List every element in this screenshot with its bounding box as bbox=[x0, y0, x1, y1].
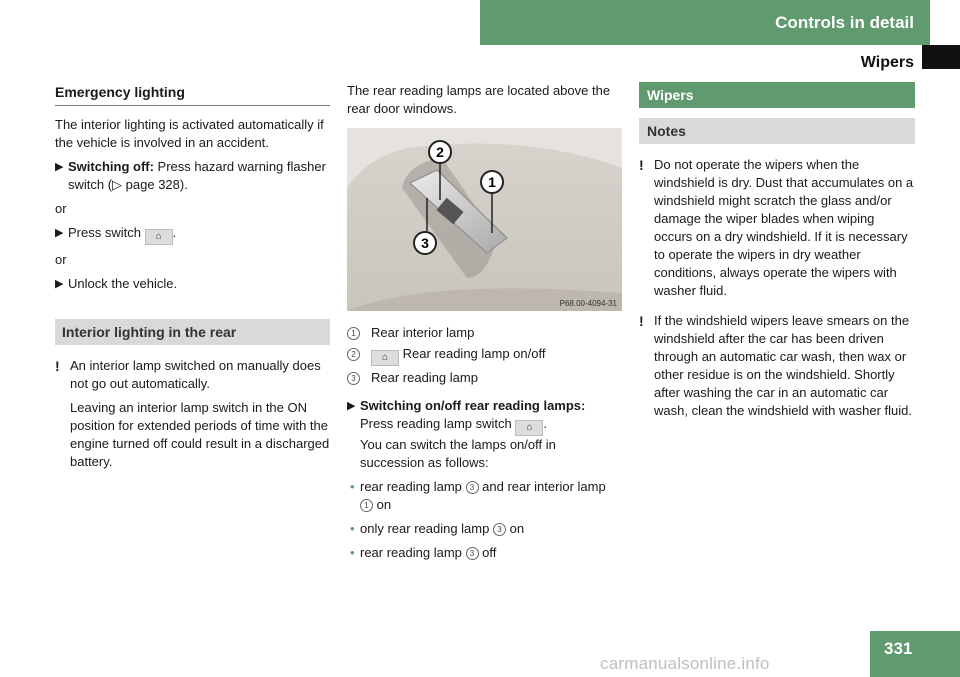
step-label: Switching off: bbox=[68, 159, 154, 174]
notes-heading: Notes bbox=[639, 118, 915, 144]
bullet-text: and rear interior lamp bbox=[482, 479, 606, 494]
callout-number: 2 bbox=[347, 348, 360, 361]
step-text: Press reading lamp switch bbox=[360, 416, 512, 431]
page-number: 331 bbox=[884, 639, 913, 658]
emergency-intro: The interior lighting is activated automatically if the vehicle is involved in an accident. bbox=[55, 117, 324, 150]
bullet-text: off bbox=[482, 545, 497, 560]
section-title: Controls in detail bbox=[775, 13, 914, 32]
list-item bbox=[347, 520, 622, 538]
note-paragraph: An interior lamp switched on manually does not go out automatically. bbox=[70, 358, 321, 391]
arrow-icon: ▶ bbox=[347, 400, 356, 412]
bullet-text: rear reading lamp bbox=[360, 479, 462, 494]
legend-text: Rear reading lamp bbox=[371, 370, 478, 385]
photo-code: P68.00-4094-31 bbox=[559, 299, 617, 308]
list-item bbox=[347, 544, 622, 562]
bullet-text: on bbox=[509, 521, 525, 536]
page-number-box bbox=[870, 631, 960, 677]
warning-icon: ! bbox=[55, 358, 60, 374]
arrow-icon: ▶ bbox=[55, 161, 64, 173]
warning-note bbox=[55, 357, 330, 471]
bullet-icon: • bbox=[350, 521, 355, 536]
or-text: or bbox=[55, 252, 67, 267]
step-text: Press hazard warning flasher switch (▷ page 328). bbox=[68, 159, 326, 192]
step-label: Switching on/off rear reading lamps: bbox=[360, 398, 586, 413]
reading-lamp-icon: ⌂ bbox=[515, 420, 543, 436]
callout-number: 1 bbox=[347, 327, 360, 340]
wipers-heading: Wipers bbox=[639, 82, 915, 108]
watermark: carmanualsonline.info bbox=[600, 654, 770, 673]
callout-number: 3 bbox=[466, 547, 479, 560]
step-text: Press switch bbox=[68, 225, 141, 240]
arrow-icon: ▶ bbox=[55, 227, 64, 239]
column-middle bbox=[347, 82, 622, 568]
svg-text:2: 2 bbox=[436, 144, 444, 160]
arrow-icon: ▶ bbox=[55, 278, 64, 290]
lamp-switch-icon: ⌂ bbox=[145, 229, 173, 245]
emergency-lighting-heading: Emergency lighting bbox=[55, 82, 330, 106]
callout-number: 3 bbox=[347, 372, 360, 385]
rear-lamp-photo bbox=[347, 128, 622, 311]
column-right bbox=[639, 82, 915, 426]
reading-lamp-icon: ⌂ bbox=[371, 350, 399, 366]
bullet-text: rear reading lamp bbox=[360, 545, 462, 560]
callout-number: 3 bbox=[493, 523, 506, 536]
callout-number: 3 bbox=[466, 481, 479, 494]
subsection-title: Wipers bbox=[860, 54, 914, 71]
column-left bbox=[55, 82, 330, 477]
note-text: If the windshield wipers leave smears on the windshield after the car has been driven through an automatic car wash, then wax or other residue is on the windshield. Shortly after washing the car in an automatic car wash, clean the windshield with washer fluid. bbox=[654, 313, 912, 418]
step-reading-lamps: ▶ Switching on/off rear reading lamps: Press reading lamp switch ⌂ . You can switch the lamps on/off in succession as follows: bbox=[347, 398, 586, 470]
step-switch-off bbox=[55, 158, 330, 194]
list-item bbox=[347, 478, 622, 514]
rear-lamps-intro: The rear reading lamps are located above the rear door windows. bbox=[347, 83, 611, 116]
warning-icon: ! bbox=[639, 157, 644, 173]
step-unlock bbox=[55, 275, 330, 293]
rear-lighting-heading: Interior lighting in the rear bbox=[55, 319, 330, 345]
warning-icon: ! bbox=[639, 313, 644, 329]
step-press-switch: ▶ Press switch ⌂ . bbox=[55, 224, 330, 245]
legend-text: Rear reading lamp on/off bbox=[402, 346, 546, 361]
step-text: Unlock the vehicle. bbox=[68, 276, 178, 291]
header-bar bbox=[480, 0, 930, 45]
or-text: or bbox=[55, 201, 67, 216]
warning-note bbox=[639, 312, 915, 420]
note-text: Do not operate the wipers when the windshield is dry. Dust that accumulates on a windshield might scratch the glass and/or damage the wiper blades when wiping occurs on a dry windshield. If it is necessary to operate the wipers in dry weather conditions, always operate the wipers with washer fluid. bbox=[654, 157, 914, 298]
svg-text:1: 1 bbox=[488, 174, 496, 190]
bullet-text: on bbox=[376, 497, 392, 512]
warning-note bbox=[639, 156, 915, 300]
bullet-icon: • bbox=[350, 545, 355, 560]
svg-text:3: 3 bbox=[421, 235, 429, 251]
legend-item bbox=[347, 324, 622, 342]
legend-item bbox=[347, 369, 622, 387]
callout-number: 1 bbox=[360, 499, 373, 512]
bullet-icon: • bbox=[350, 479, 355, 494]
header-tab-marker bbox=[922, 45, 960, 69]
note-paragraph: Leaving an interior lamp switch in the ON position for extended periods of time with the engine turned off could result in a discharged battery. bbox=[70, 400, 330, 469]
legend-text: Rear interior lamp bbox=[371, 325, 475, 340]
legend-item bbox=[347, 345, 622, 366]
bullet-text: only rear reading lamp bbox=[360, 521, 490, 536]
step-text: You can switch the lamps on/off in succession as follows: bbox=[360, 437, 556, 470]
